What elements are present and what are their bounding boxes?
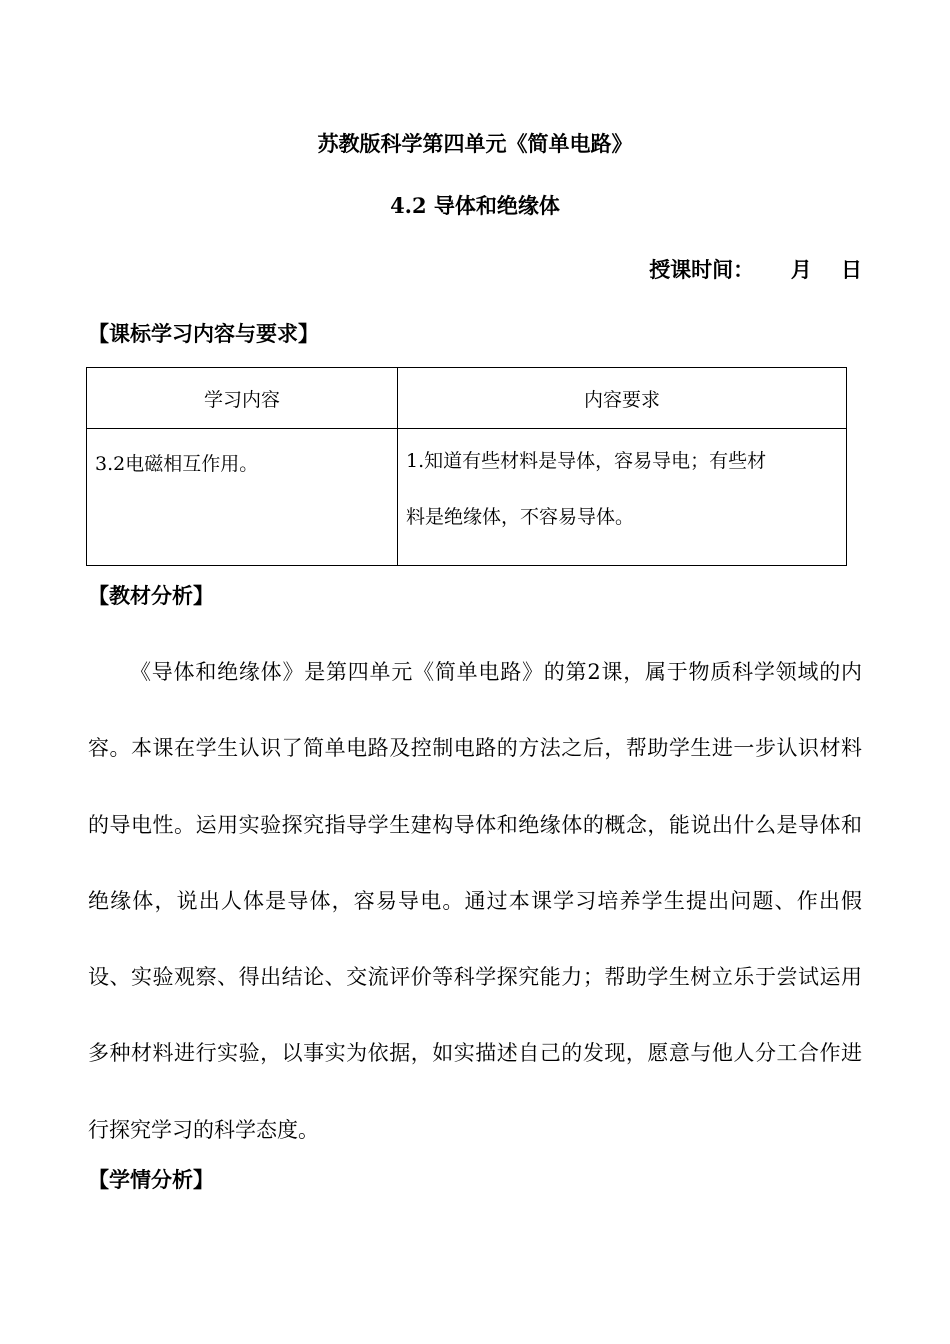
requirement-line-2: 料是绝缘体，不容易导体。 bbox=[406, 506, 635, 528]
document-title: 苏教版科学第四单元《简单电路》 bbox=[317, 131, 633, 156]
cell-content-text: 3.2电磁相互作用。 bbox=[95, 453, 259, 475]
teach-time: 授课时间： 月 日 bbox=[649, 257, 862, 282]
requirement-line-1: 1.知道有些材料是导体，容易导电；有些材 bbox=[406, 450, 767, 472]
table-header-requirement: 内容要求 bbox=[398, 368, 847, 429]
table-header-row bbox=[87, 368, 847, 429]
material-analysis-paragraph: 《导体和绝缘体》是第四单元《简单电路》的第2课，属于物质科学领域的内容。本课在学生认识了简单电路及控制电路的方法之后，帮助学生进一步认识材料的导电性。运用实验探究指导学生建构导体和绝缘体的概念，能说出什么是导体和绝缘体，说出人体是导体，容易导电。通过本课学习培养学生提出问题、作出假设、实验观察、得出结论、交流评价等科学探究能力；帮助学生树立乐于尝试运用多种材料进行实验，以事实为依据，如实描述自己的发现，愿意与他人分工合作进行探究学习的科学态度。 bbox=[88, 660, 862, 1142]
table-header-content: 学习内容 bbox=[87, 368, 398, 429]
table-cell-requirement bbox=[398, 429, 847, 566]
standards-heading: 【课标学习内容与要求】 bbox=[88, 321, 319, 346]
table-cell-content bbox=[87, 429, 398, 566]
student-analysis-heading: 【学情分析】 bbox=[88, 1167, 214, 1192]
material-analysis-heading: 【教材分析】 bbox=[88, 583, 214, 608]
table-row bbox=[87, 429, 847, 566]
lesson-subtitle: 4.2 导体和绝缘体 bbox=[390, 193, 560, 218]
cell-requirement-text bbox=[398, 429, 846, 555]
standards-table bbox=[86, 367, 847, 566]
